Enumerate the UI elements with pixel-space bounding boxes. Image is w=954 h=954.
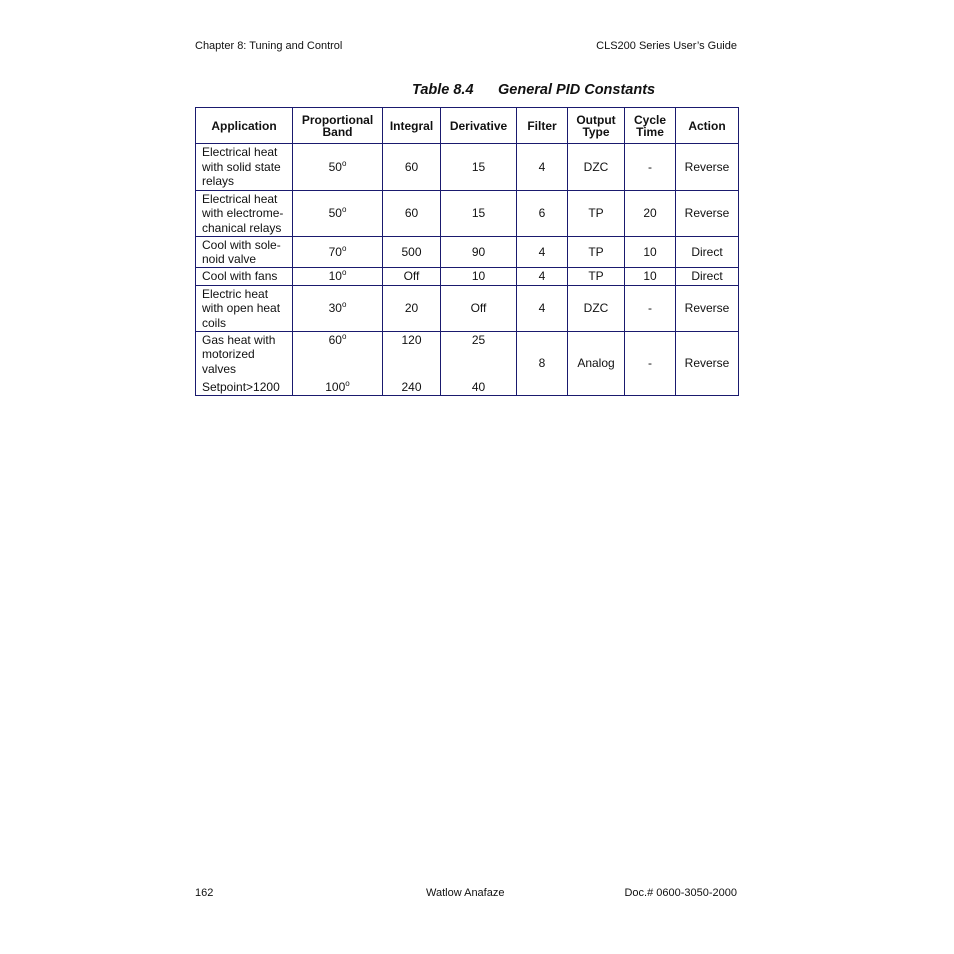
value-top bbox=[293, 333, 382, 348]
table-header-row bbox=[196, 108, 739, 144]
band-value: 10$^o$ bbox=[328, 268, 347, 284]
header-line: Proportional bbox=[301, 112, 374, 127]
table-title: General PID Constants bbox=[498, 82, 656, 98]
output-type-cell: TP bbox=[568, 268, 625, 286]
output-type-cell: DZC bbox=[568, 144, 625, 191]
derivative-cell bbox=[441, 332, 517, 396]
footer-doc-number: Doc.# 0600-3050-2000 bbox=[624, 887, 737, 899]
text-line: noid valve bbox=[202, 252, 257, 266]
table-row bbox=[196, 332, 739, 396]
header-line: Application bbox=[211, 118, 277, 133]
filter-cell: 8 bbox=[517, 332, 568, 396]
application-text bbox=[202, 238, 289, 267]
cycle-time-cell: - bbox=[625, 332, 676, 396]
derivative-cell: Off bbox=[441, 286, 517, 332]
integral-cell: 60 bbox=[383, 144, 441, 191]
header-line: Derivative bbox=[449, 118, 508, 133]
value-bottom: 40 bbox=[471, 380, 486, 394]
filter-cell: 4 bbox=[517, 286, 568, 332]
application-text bbox=[202, 333, 289, 377]
proportional-band-cell bbox=[293, 286, 383, 332]
text-line: Electrical heat bbox=[202, 191, 278, 206]
text-line: Electrical heat bbox=[202, 145, 278, 160]
running-header-chapter: Chapter 8: Tuning and Control bbox=[195, 40, 343, 52]
application-cell bbox=[196, 237, 293, 268]
column-header bbox=[625, 108, 676, 144]
band-value: 70$^o$ bbox=[328, 243, 347, 259]
filter-cell: 4 bbox=[517, 237, 568, 268]
degree-symbol: o bbox=[341, 268, 347, 278]
value-bottom bbox=[293, 380, 382, 395]
application-text bbox=[202, 145, 289, 189]
degree-symbol: o bbox=[341, 300, 347, 310]
derivative-cell: 10 bbox=[441, 268, 517, 286]
column-header bbox=[383, 108, 441, 144]
degree-symbol: o bbox=[341, 243, 347, 253]
column-header bbox=[676, 108, 739, 144]
running-header-guide-title: CLS200 Series User’s Guide bbox=[596, 40, 737, 52]
band-value: 30$^o$ bbox=[328, 300, 347, 316]
application-text bbox=[202, 192, 289, 236]
action-cell: Direct bbox=[676, 237, 739, 268]
text-line: coils bbox=[202, 315, 227, 330]
cycle-time-cell: 20 bbox=[625, 191, 676, 237]
table-number: Table 8.4 bbox=[412, 82, 474, 98]
table-row bbox=[196, 237, 739, 268]
output-type-cell: TP bbox=[568, 237, 625, 268]
output-type-cell: TP bbox=[568, 191, 625, 237]
application-cell bbox=[196, 268, 293, 286]
text-line: chanical relays bbox=[202, 220, 282, 235]
band-value: 50$^o$ bbox=[328, 158, 347, 174]
application-text bbox=[202, 269, 289, 284]
cycle-time-cell: 10 bbox=[625, 237, 676, 268]
derivative-cell: 15 bbox=[441, 144, 517, 191]
text-line: Cool with fans bbox=[202, 269, 278, 284]
table-row bbox=[196, 144, 739, 191]
column-header bbox=[441, 108, 517, 144]
integral-cell bbox=[383, 332, 441, 396]
filter-cell: 4 bbox=[517, 144, 568, 191]
proportional-band-cell bbox=[293, 237, 383, 268]
band-value: 100$^o$ bbox=[325, 379, 350, 394]
value-stack bbox=[441, 333, 516, 395]
derivative-cell: 15 bbox=[441, 191, 517, 237]
cycle-time-cell: - bbox=[625, 286, 676, 332]
text-line: Electric heat bbox=[202, 286, 269, 301]
column-header bbox=[196, 108, 293, 144]
text-line: with solid state bbox=[202, 159, 281, 174]
column-header bbox=[293, 108, 383, 144]
header-line: Action bbox=[688, 118, 726, 133]
degree-symbol: o bbox=[345, 379, 350, 388]
action-cell: Reverse bbox=[676, 191, 739, 237]
integral-cell: 60 bbox=[383, 191, 441, 237]
header-line: Filter bbox=[527, 118, 557, 133]
filter-cell: 6 bbox=[517, 191, 568, 237]
integral-cell: 500 bbox=[383, 237, 441, 268]
action-cell: Reverse bbox=[676, 286, 739, 332]
degree-symbol: o bbox=[341, 331, 347, 341]
footer-company: Watlow Anafaze bbox=[426, 887, 505, 899]
table-row bbox=[196, 286, 739, 332]
application-stack bbox=[202, 333, 289, 395]
application-setpoint: Setpoint>1200 bbox=[202, 380, 280, 394]
header-line: Output bbox=[576, 112, 616, 127]
application-text bbox=[202, 287, 289, 331]
derivative-cell: 90 bbox=[441, 237, 517, 268]
proportional-band-cell bbox=[293, 332, 383, 396]
text-line: with open heat bbox=[202, 301, 281, 316]
proportional-band-cell bbox=[293, 144, 383, 191]
header-line: Cycle bbox=[633, 112, 667, 127]
degree-symbol: o bbox=[341, 205, 347, 215]
value-bottom: 240 bbox=[401, 380, 422, 394]
table-row bbox=[196, 268, 739, 286]
header-line: Integral bbox=[389, 118, 434, 133]
output-type-cell: Analog bbox=[568, 332, 625, 396]
degree-symbol: o bbox=[341, 158, 347, 168]
filter-cell: 4 bbox=[517, 268, 568, 286]
proportional-band-cell bbox=[293, 268, 383, 286]
cycle-time-cell: - bbox=[625, 144, 676, 191]
page-number: 162 bbox=[195, 887, 214, 899]
band-value: 60$^o$ bbox=[328, 331, 347, 347]
cycle-time-cell: 10 bbox=[625, 268, 676, 286]
application-cell bbox=[196, 286, 293, 332]
output-type-cell: DZC bbox=[568, 286, 625, 332]
application-cell bbox=[196, 144, 293, 191]
text-line: valves bbox=[202, 361, 237, 376]
value-top: 120 bbox=[401, 332, 422, 347]
proportional-band-cell bbox=[293, 191, 383, 237]
text-line: Cool with sole- bbox=[202, 237, 281, 252]
text-line: relays bbox=[202, 174, 235, 189]
pid-constants-table bbox=[195, 107, 739, 396]
header-line: Time bbox=[636, 124, 664, 139]
value-top: 25 bbox=[471, 332, 486, 347]
header-line: Band bbox=[322, 124, 353, 139]
application-cell bbox=[196, 332, 293, 396]
application-cell bbox=[196, 191, 293, 237]
action-cell: Direct bbox=[676, 268, 739, 286]
text-line: Gas heat with bbox=[202, 332, 276, 347]
value-stack bbox=[383, 333, 440, 395]
table-caption bbox=[412, 82, 655, 98]
integral-cell: 20 bbox=[383, 286, 441, 332]
action-cell: Reverse bbox=[676, 144, 739, 191]
text-line: with electrome- bbox=[202, 206, 284, 221]
column-header bbox=[568, 108, 625, 144]
text-line: motorized bbox=[202, 347, 255, 361]
value-stack bbox=[293, 333, 382, 395]
integral-cell: Off bbox=[383, 268, 441, 286]
action-cell: Reverse bbox=[676, 332, 739, 396]
header-line: Type bbox=[582, 124, 610, 139]
column-header bbox=[517, 108, 568, 144]
table-row bbox=[196, 191, 739, 237]
band-value: 50$^o$ bbox=[328, 205, 347, 221]
